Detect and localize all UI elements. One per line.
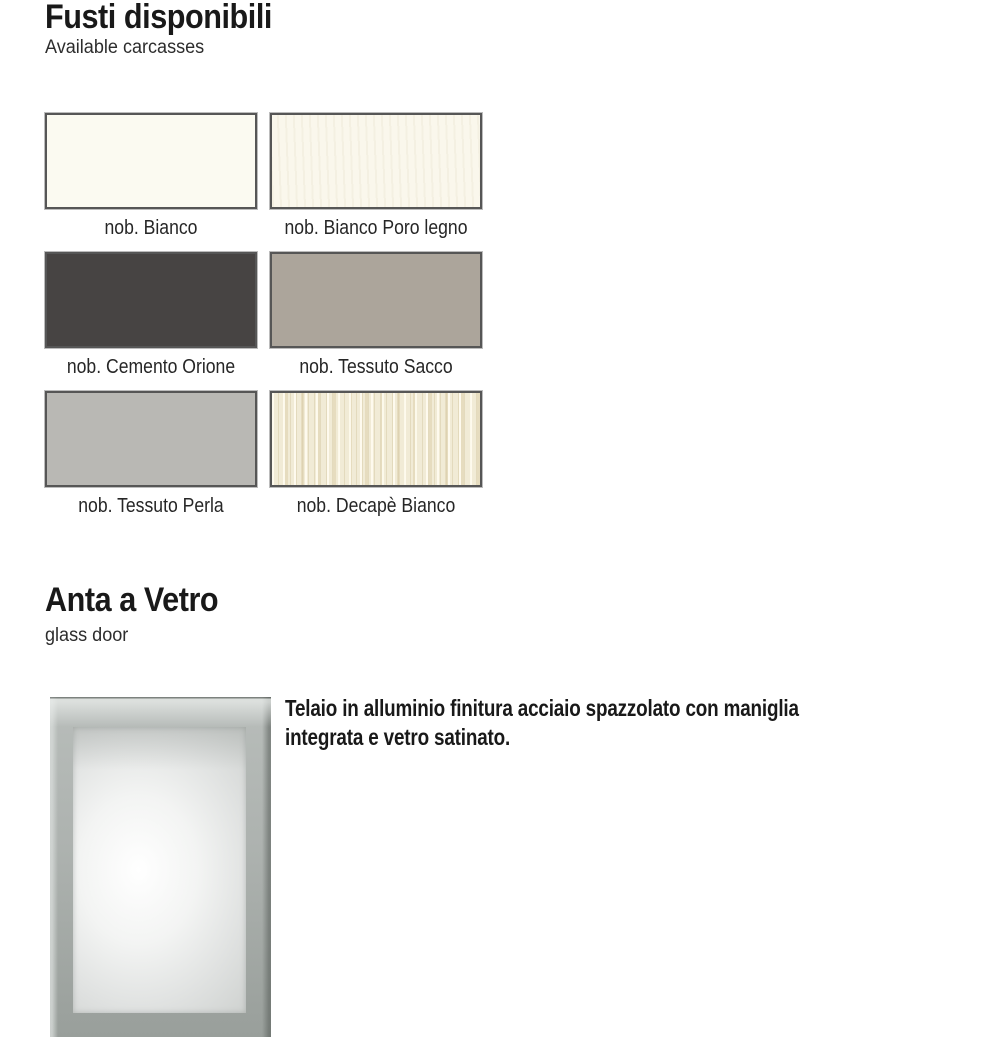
glass-door-description: Telaio in alluminio finitura acciaio spazzolato con maniglia integrata e vetro satinato. xyxy=(285,695,799,750)
glass-door-glass-panel xyxy=(73,727,246,1013)
carcasses-section-subtitle: Available carcasses xyxy=(45,37,205,58)
swatch-label: nob. Tessuto Sacco xyxy=(299,356,453,378)
swatch-label: nob. Tessuto Perla xyxy=(78,495,224,517)
glass-door-image xyxy=(50,697,271,1037)
swatch-cell xyxy=(45,252,257,378)
swatch-label: nob. Cemento Orione xyxy=(66,356,236,378)
finish-swatch xyxy=(270,252,482,348)
finish-swatch xyxy=(45,391,257,487)
finish-swatch xyxy=(45,252,257,348)
finish-swatch xyxy=(270,391,482,487)
swatch-label: nob. Bianco Poro legno xyxy=(284,217,468,239)
swatch-cell xyxy=(45,113,257,239)
carcasses-section-title: Fusti disponibili xyxy=(45,0,272,36)
swatch-cell xyxy=(270,391,482,517)
swatch-label: nob. Bianco xyxy=(104,217,198,239)
swatch-grid xyxy=(45,113,482,517)
swatch-label: nob. Decapè Bianco xyxy=(296,495,456,517)
swatch-cell xyxy=(270,113,482,239)
finish-swatch xyxy=(45,113,257,209)
glass-door-section-subtitle: glass door xyxy=(45,625,129,646)
finish-swatch xyxy=(270,113,482,209)
swatch-cell xyxy=(270,252,482,378)
swatch-cell xyxy=(45,391,257,517)
glass-door-section-title: Anta a Vetro xyxy=(45,581,219,619)
